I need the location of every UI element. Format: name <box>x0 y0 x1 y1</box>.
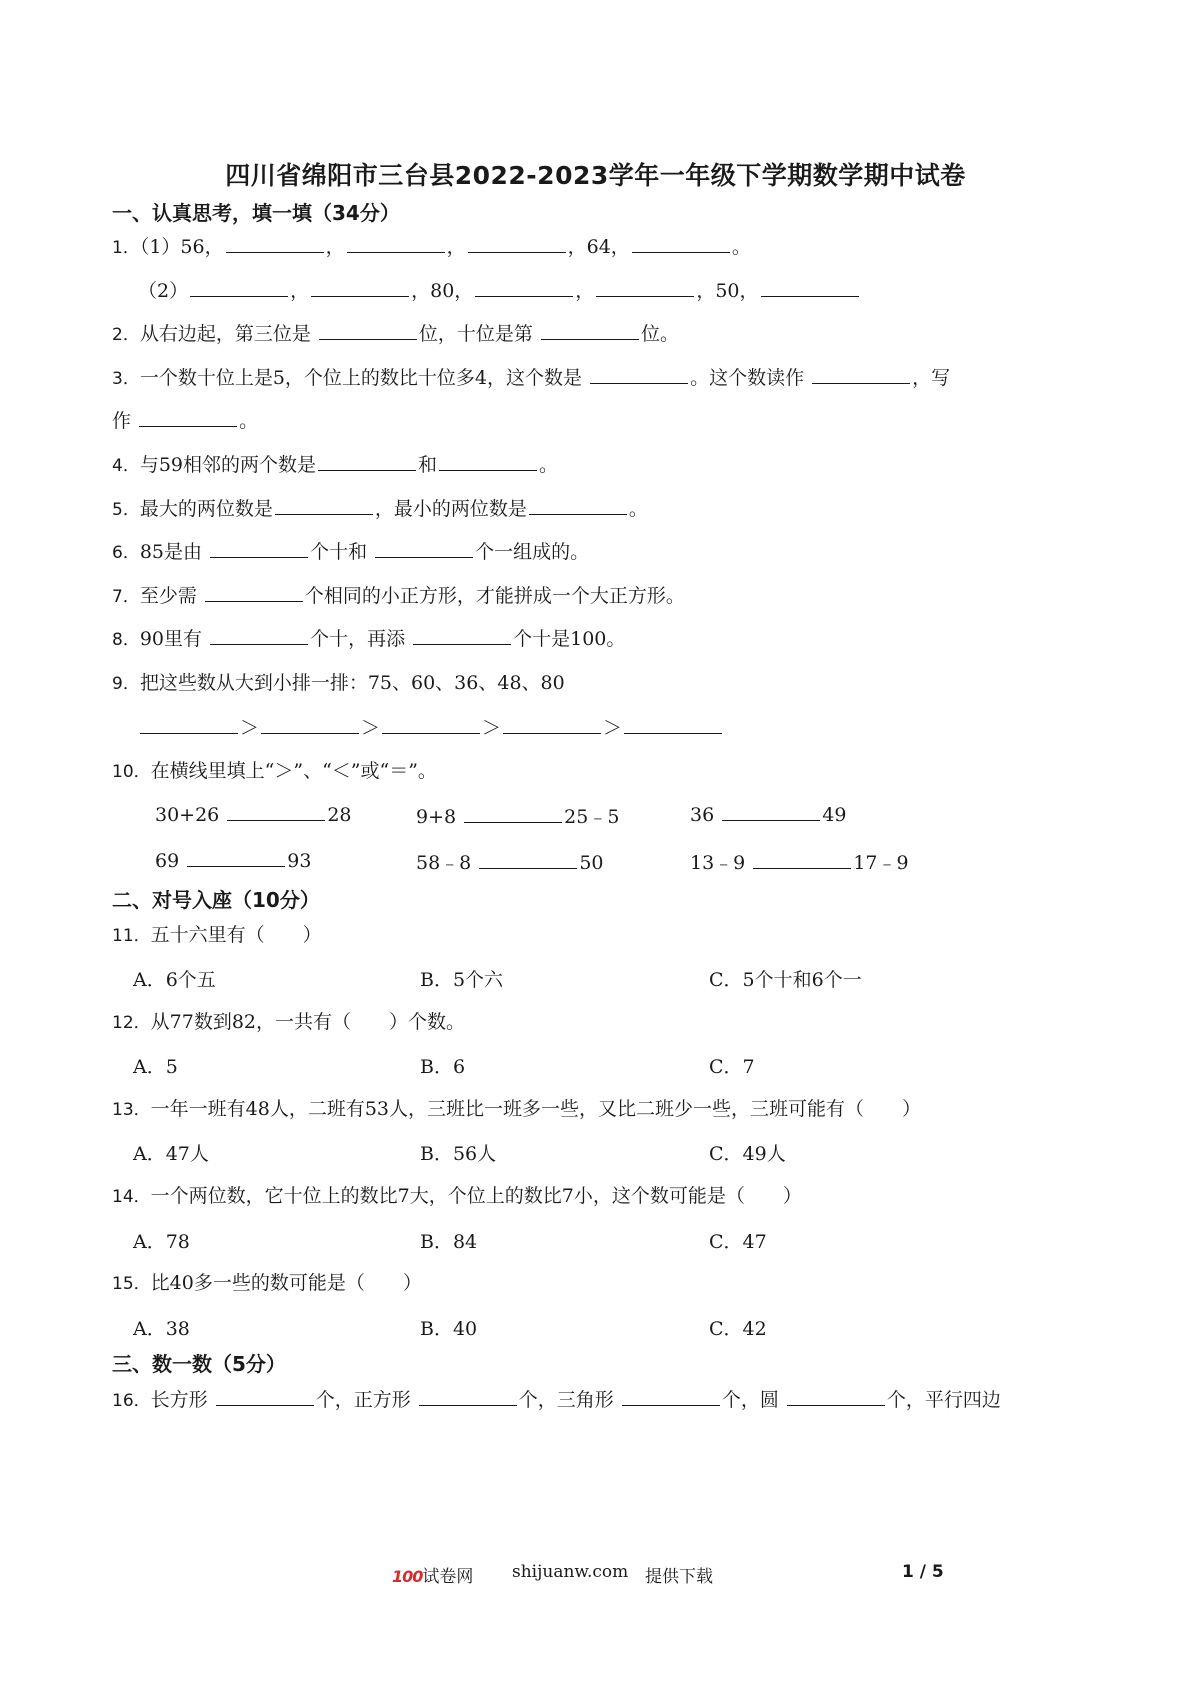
option-c[interactable]: C．42 <box>709 1318 767 1340</box>
answer-blank[interactable] <box>761 278 859 297</box>
q1-p1-label: （1）56， <box>139 236 224 258</box>
comparison-item <box>690 802 846 826</box>
q5-text-b: ，最小的两位数是 <box>374 498 527 520</box>
compare-right: 28 <box>327 804 352 826</box>
answer-blank[interactable] <box>210 539 308 558</box>
question-16 <box>112 1387 1001 1414</box>
option-b[interactable]: B．40 <box>420 1318 478 1340</box>
q12-text: 从77数到82，一共有（ ）个数。 <box>150 1011 465 1033</box>
answer-blank[interactable] <box>375 539 473 558</box>
q1-p1-end: 。 <box>731 236 751 258</box>
answer-blank[interactable] <box>479 850 577 869</box>
question-10 <box>112 758 437 785</box>
greater-than-sign: ＞ <box>361 717 381 739</box>
answer-blank[interactable] <box>475 278 573 297</box>
option-a[interactable]: A．6个五 <box>133 969 216 991</box>
separator: ， <box>446 236 466 258</box>
answer-blank[interactable] <box>787 1387 885 1406</box>
q5-text-c: 。 <box>628 498 648 520</box>
q14-text: 一个两位数，它十位上的数比7大，个位上的数比7小，这个数可能是（ ） <box>150 1185 802 1207</box>
option-c[interactable]: C．49人 <box>709 1143 786 1165</box>
question-3-cont <box>112 408 258 434</box>
answer-blank[interactable] <box>529 496 627 515</box>
compare-left: 36 <box>690 804 715 826</box>
answer-blank[interactable] <box>216 1387 314 1406</box>
comparison-item <box>416 848 604 875</box>
answer-blank[interactable] <box>468 234 566 253</box>
question-3 <box>112 365 950 392</box>
answer-blank[interactable] <box>464 804 562 823</box>
section-3-heading: 三、数一数（5分） <box>112 1352 286 1376</box>
answer-blank[interactable] <box>187 848 285 867</box>
greater-than-sign: ＞ <box>240 717 260 739</box>
answer-blank[interactable] <box>541 321 639 340</box>
question-9 <box>112 670 565 697</box>
question-number: 6． <box>112 543 140 563</box>
option-c[interactable]: C．7 <box>709 1056 755 1078</box>
option-a[interactable]: A．38 <box>133 1318 190 1340</box>
q1-p2-mid: ，80， <box>411 280 474 302</box>
question-9-blanks <box>138 715 724 741</box>
option-b[interactable]: B．5个六 <box>420 969 504 991</box>
footer-url[interactable]: shijuanw.com <box>512 1562 629 1582</box>
footer-provide: 提供下载 <box>645 1567 713 1587</box>
compare-left: 13﹣9 <box>690 852 746 874</box>
question-number: 8． <box>112 630 140 650</box>
q3-text-b: 。这个数读作 <box>690 367 805 389</box>
separator: ， <box>290 280 310 302</box>
question-13 <box>112 1096 921 1123</box>
q11-text: 五十六里有（ ） <box>150 924 322 946</box>
answer-blank[interactable] <box>419 1387 517 1406</box>
separator: ， <box>575 280 595 302</box>
q4-text-b: 和 <box>418 454 438 476</box>
q16-text-e: 个，平行四边 <box>886 1389 1001 1411</box>
question-number: 14． <box>112 1187 151 1207</box>
q1-p1-mid: ，64， <box>567 236 630 258</box>
option-a[interactable]: A．47人 <box>133 1143 209 1165</box>
q15-text: 比40多一些的数可能是（ ） <box>150 1272 422 1294</box>
option-b[interactable]: B．56人 <box>420 1143 497 1165</box>
q3-text-c: ，写 <box>912 367 951 389</box>
question-2 <box>112 321 679 348</box>
question-number: 13． <box>112 1100 151 1120</box>
comparison-item <box>155 802 352 826</box>
question-number: 15． <box>112 1274 151 1294</box>
compare-right: 25﹣5 <box>564 806 620 828</box>
question-15 <box>112 1270 422 1297</box>
question-number: 9． <box>112 674 140 694</box>
compare-left: 58﹣8 <box>416 852 472 874</box>
answer-blank[interactable] <box>227 802 325 821</box>
answer-blank[interactable] <box>413 626 511 645</box>
answer-blank[interactable] <box>318 452 416 471</box>
question-number: 11． <box>112 926 151 946</box>
separator: ， <box>325 236 345 258</box>
answer-blank[interactable] <box>311 278 409 297</box>
q9-text-a: 把这些数从大到小排一排：75、60、36、48、80 <box>139 672 565 694</box>
compare-right: 50 <box>579 852 604 874</box>
answer-blank[interactable] <box>632 234 730 253</box>
q2-text-a: 从右边起，第三位是 <box>139 323 311 345</box>
answer-blank[interactable] <box>722 802 820 821</box>
answer-blank[interactable] <box>275 496 373 515</box>
site-name: 试卷网 <box>422 1567 474 1587</box>
question-number: 3． <box>112 369 140 389</box>
question-number: 1． <box>112 238 140 258</box>
question-8 <box>112 626 625 653</box>
answer-blank[interactable] <box>382 715 480 734</box>
answer-blank[interactable] <box>261 715 359 734</box>
compare-left: 69 <box>155 850 180 872</box>
section-1-heading: 一、认真思考，填一填（34分） <box>112 201 400 225</box>
q1-p2-label: （2） <box>138 280 189 302</box>
q8-text-b: 个十，再添 <box>310 628 406 650</box>
answer-blank[interactable] <box>139 408 237 427</box>
compare-right: 93 <box>287 850 312 872</box>
answer-blank[interactable] <box>812 365 910 384</box>
compare-left: 30+26 <box>155 804 220 826</box>
option-c[interactable]: C．5个十和6个一 <box>709 969 862 991</box>
greater-than-sign: ＞ <box>603 717 623 739</box>
question-11 <box>112 922 322 949</box>
option-c[interactable]: C．47 <box>709 1231 767 1253</box>
brand-logo: 100 <box>392 1567 423 1586</box>
option-b[interactable]: B．6 <box>420 1056 466 1078</box>
answer-blank[interactable] <box>210 626 308 645</box>
q8-text-c: 个十是100。 <box>513 628 626 650</box>
q16-text-d: 个，圆 <box>721 1389 779 1411</box>
question-number: 16． <box>112 1391 151 1411</box>
q16-text-b: 个，正方形 <box>315 1389 411 1411</box>
q7-text-b: 个相同的小正方形，才能拼成一个大正方形。 <box>304 585 685 607</box>
answer-blank[interactable] <box>205 583 303 602</box>
q10-text: 在横线里填上“＞”、“＜”或“＝”。 <box>150 760 437 782</box>
footer-brand <box>392 1562 473 1587</box>
answer-blank[interactable] <box>590 365 688 384</box>
q6-text-c: 个一组成的。 <box>475 541 590 563</box>
comparison-item <box>416 802 619 829</box>
answer-blank[interactable] <box>347 234 445 253</box>
compare-right: 17﹣9 <box>853 852 909 874</box>
answer-blank[interactable] <box>622 1387 720 1406</box>
compare-right: 49 <box>822 804 847 826</box>
page-number: 1 / 5 <box>902 1562 944 1582</box>
answer-blank[interactable] <box>140 715 238 734</box>
q7-text-a: 至少需 <box>139 585 197 607</box>
q13-text: 一年一班有48人，二班有53人，三班比一班多一些，又比二班少一些，三班可能有（ ） <box>150 1098 921 1120</box>
answer-blank[interactable] <box>753 850 851 869</box>
answer-blank[interactable] <box>503 715 601 734</box>
answer-blank[interactable] <box>319 321 417 340</box>
answer-blank[interactable] <box>190 278 288 297</box>
compare-left: 9+8 <box>416 806 457 828</box>
q6-text-b: 个十和 <box>310 541 368 563</box>
page-title: 四川省绵阳市三台县2022-2023学年一年级下学期数学期中试卷 <box>225 161 966 190</box>
question-1-part-1 <box>112 234 751 261</box>
q2-text-b: 位，十位是第 <box>418 323 533 345</box>
question-1-part-2 <box>138 278 861 304</box>
q16-text-c: 个，三角形 <box>518 1389 614 1411</box>
comparison-item <box>155 848 311 872</box>
q3-text-a: 一个数十位上是5，个位上的数比十位多4，这个数是 <box>139 367 583 389</box>
option-a[interactable]: A．78 <box>133 1231 190 1253</box>
q5-text-a: 最大的两位数是 <box>139 498 273 520</box>
option-a[interactable]: A．5 <box>133 1056 178 1078</box>
q2-text-c: 位。 <box>640 323 679 345</box>
question-6 <box>112 539 589 566</box>
answer-blank[interactable] <box>226 234 324 253</box>
q6-text-a: 85是由 <box>139 541 203 563</box>
question-number: 7． <box>112 587 140 607</box>
q3-text-e: 。 <box>239 410 259 432</box>
q8-text-a: 90里有 <box>139 628 203 650</box>
question-number: 4． <box>112 456 140 476</box>
question-number: 5． <box>112 500 140 520</box>
question-4 <box>112 452 558 479</box>
section-2-heading: 二、对号入座（10分） <box>112 888 320 912</box>
question-12 <box>112 1009 465 1036</box>
greater-than-sign: ＞ <box>482 717 502 739</box>
q4-text-c: 。 <box>539 454 559 476</box>
answer-blank[interactable] <box>624 715 722 734</box>
comparison-item <box>690 848 909 875</box>
q16-text-a: 长方形 <box>150 1389 208 1411</box>
question-number: 10． <box>112 762 151 782</box>
q1-p2-mid2: ，50， <box>696 280 759 302</box>
question-7 <box>112 583 685 610</box>
answer-blank[interactable] <box>439 452 537 471</box>
question-14 <box>112 1183 802 1210</box>
q4-text-a: 与59相邻的两个数是 <box>139 454 317 476</box>
q3-text-d: 作 <box>112 410 132 432</box>
question-number: 2． <box>112 325 140 345</box>
option-b[interactable]: B．84 <box>420 1231 478 1253</box>
answer-blank[interactable] <box>596 278 694 297</box>
question-5 <box>112 496 648 523</box>
question-number: 12． <box>112 1013 151 1033</box>
